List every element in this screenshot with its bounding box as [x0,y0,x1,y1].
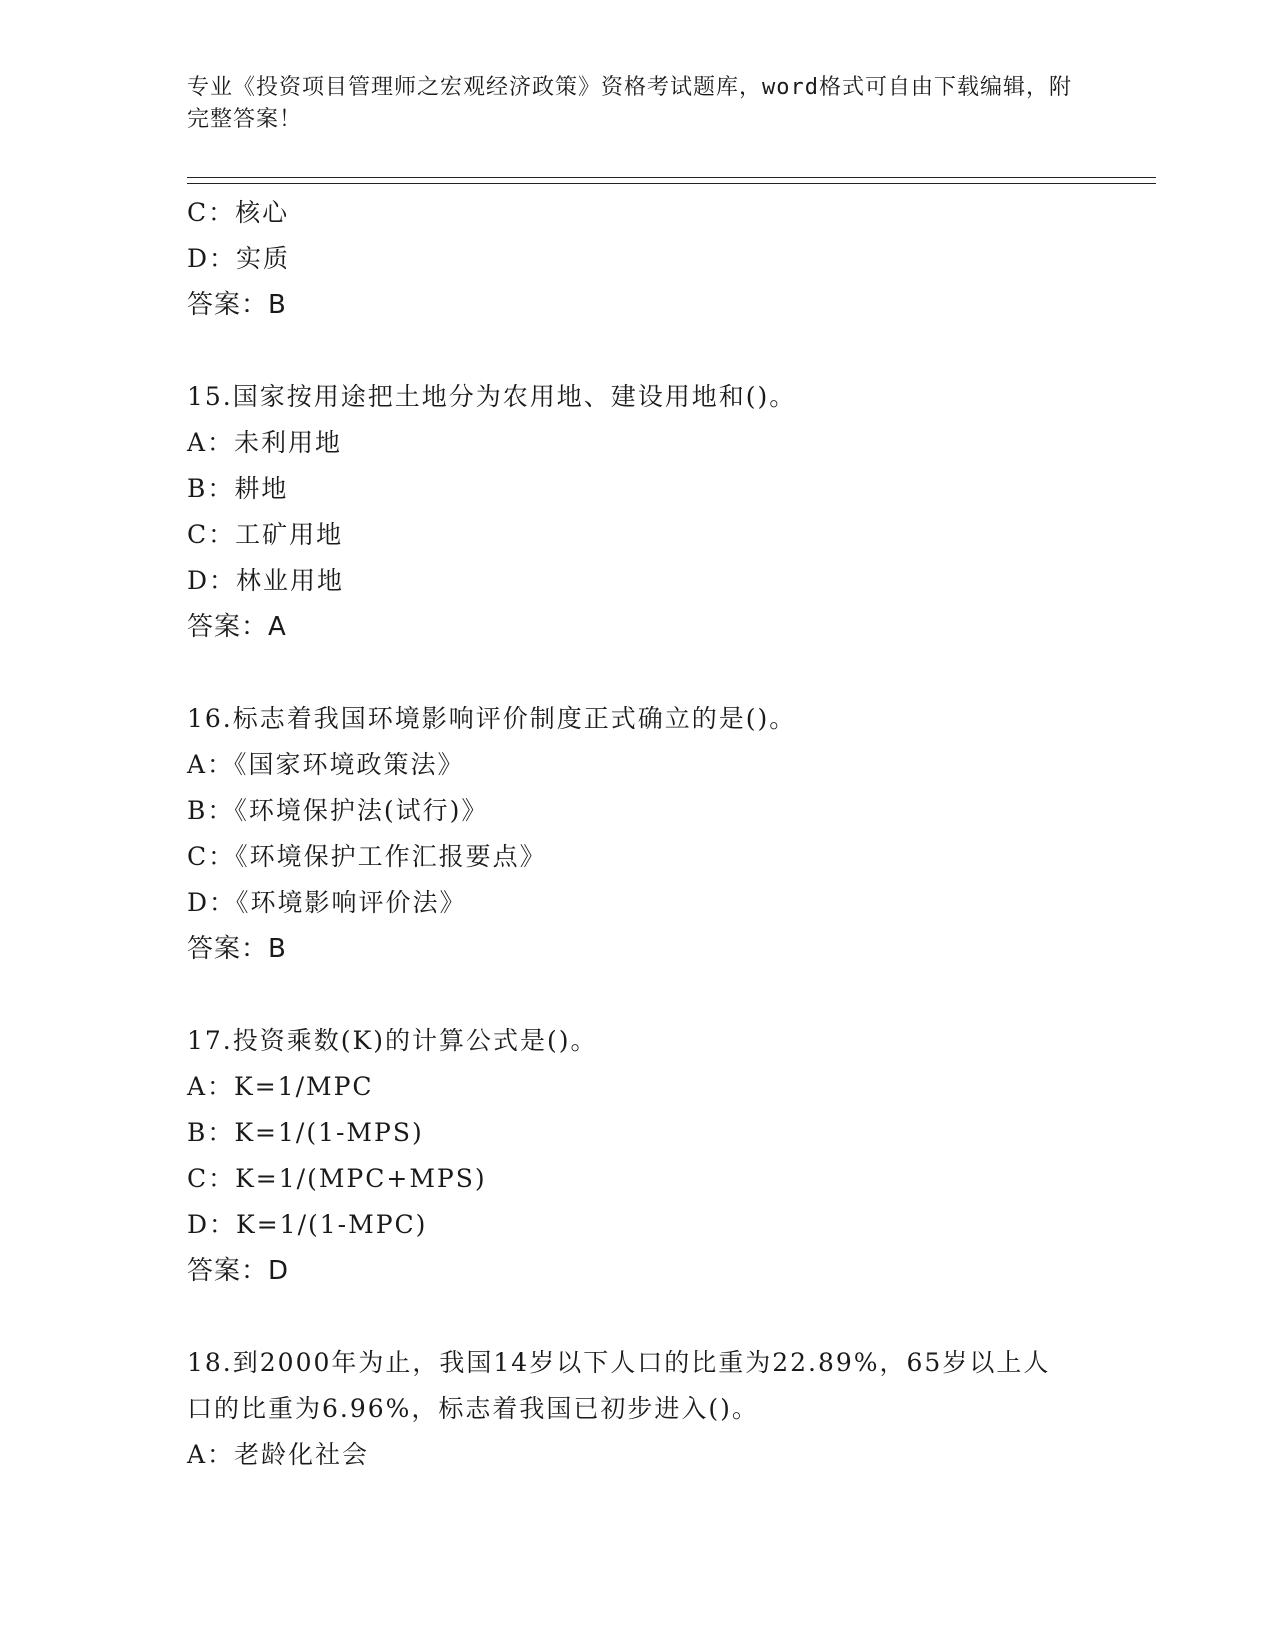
spacer [187,328,1087,374]
option-c: C：《环境保护工作汇报要点》 [187,842,547,871]
option-d: D：K=1/(1-MPC) [187,1210,428,1239]
answer-line: 答案：B [187,290,287,320]
option-c: C：工矿用地 [187,520,344,549]
question-title: 15.国家按用途把土地分为农用地、建设用地和()。 [187,382,797,411]
answer-line: 答案：B [187,934,287,964]
header-text: 专业《投资项目管理师之宏观经济政策》资格考试题库，word格式可自由下载编辑，附完整答案！ [187,75,1072,132]
option-b: B：耕地 [187,474,289,503]
header-rule-bottom [187,183,1156,184]
option-c: C：K=1/(MPC+MPS) [187,1164,487,1193]
option-d: D：实质 [187,244,291,273]
question-list [187,190,1087,1478]
option-a: A：K=1/MPC [187,1072,374,1101]
document-header [187,72,1087,136]
option-a: A：老龄化社会 [187,1440,370,1469]
spacer [187,1294,1087,1340]
answer-line: 答案：D [187,1256,290,1286]
spacer [187,972,1087,1018]
question-title: 18.到2000年为止，我国14岁以下人口的比重为22.89%，65岁以上人口的比重为6.96%，标志着我国已初步进入()。 [187,1348,1051,1423]
option-b: B：K=1/(1-MPS) [187,1118,424,1147]
option-d: D：《环境影响评价法》 [187,888,467,917]
option-c: C：核心 [187,198,290,227]
header-rule-top [187,177,1156,178]
answer-line: 答案：A [187,612,287,642]
option-a: A：未利用地 [187,428,343,457]
option-a: A：《国家环境政策法》 [187,750,465,779]
option-b: B：《环境保护法(试行)》 [187,796,489,825]
question-title: 16.标志着我国环境影响评价制度正式确立的是()。 [187,704,797,733]
spacer [187,650,1087,696]
question-title: 17.投资乘数(K)的计算公式是()。 [187,1026,598,1055]
option-d: D：林业用地 [187,566,345,595]
